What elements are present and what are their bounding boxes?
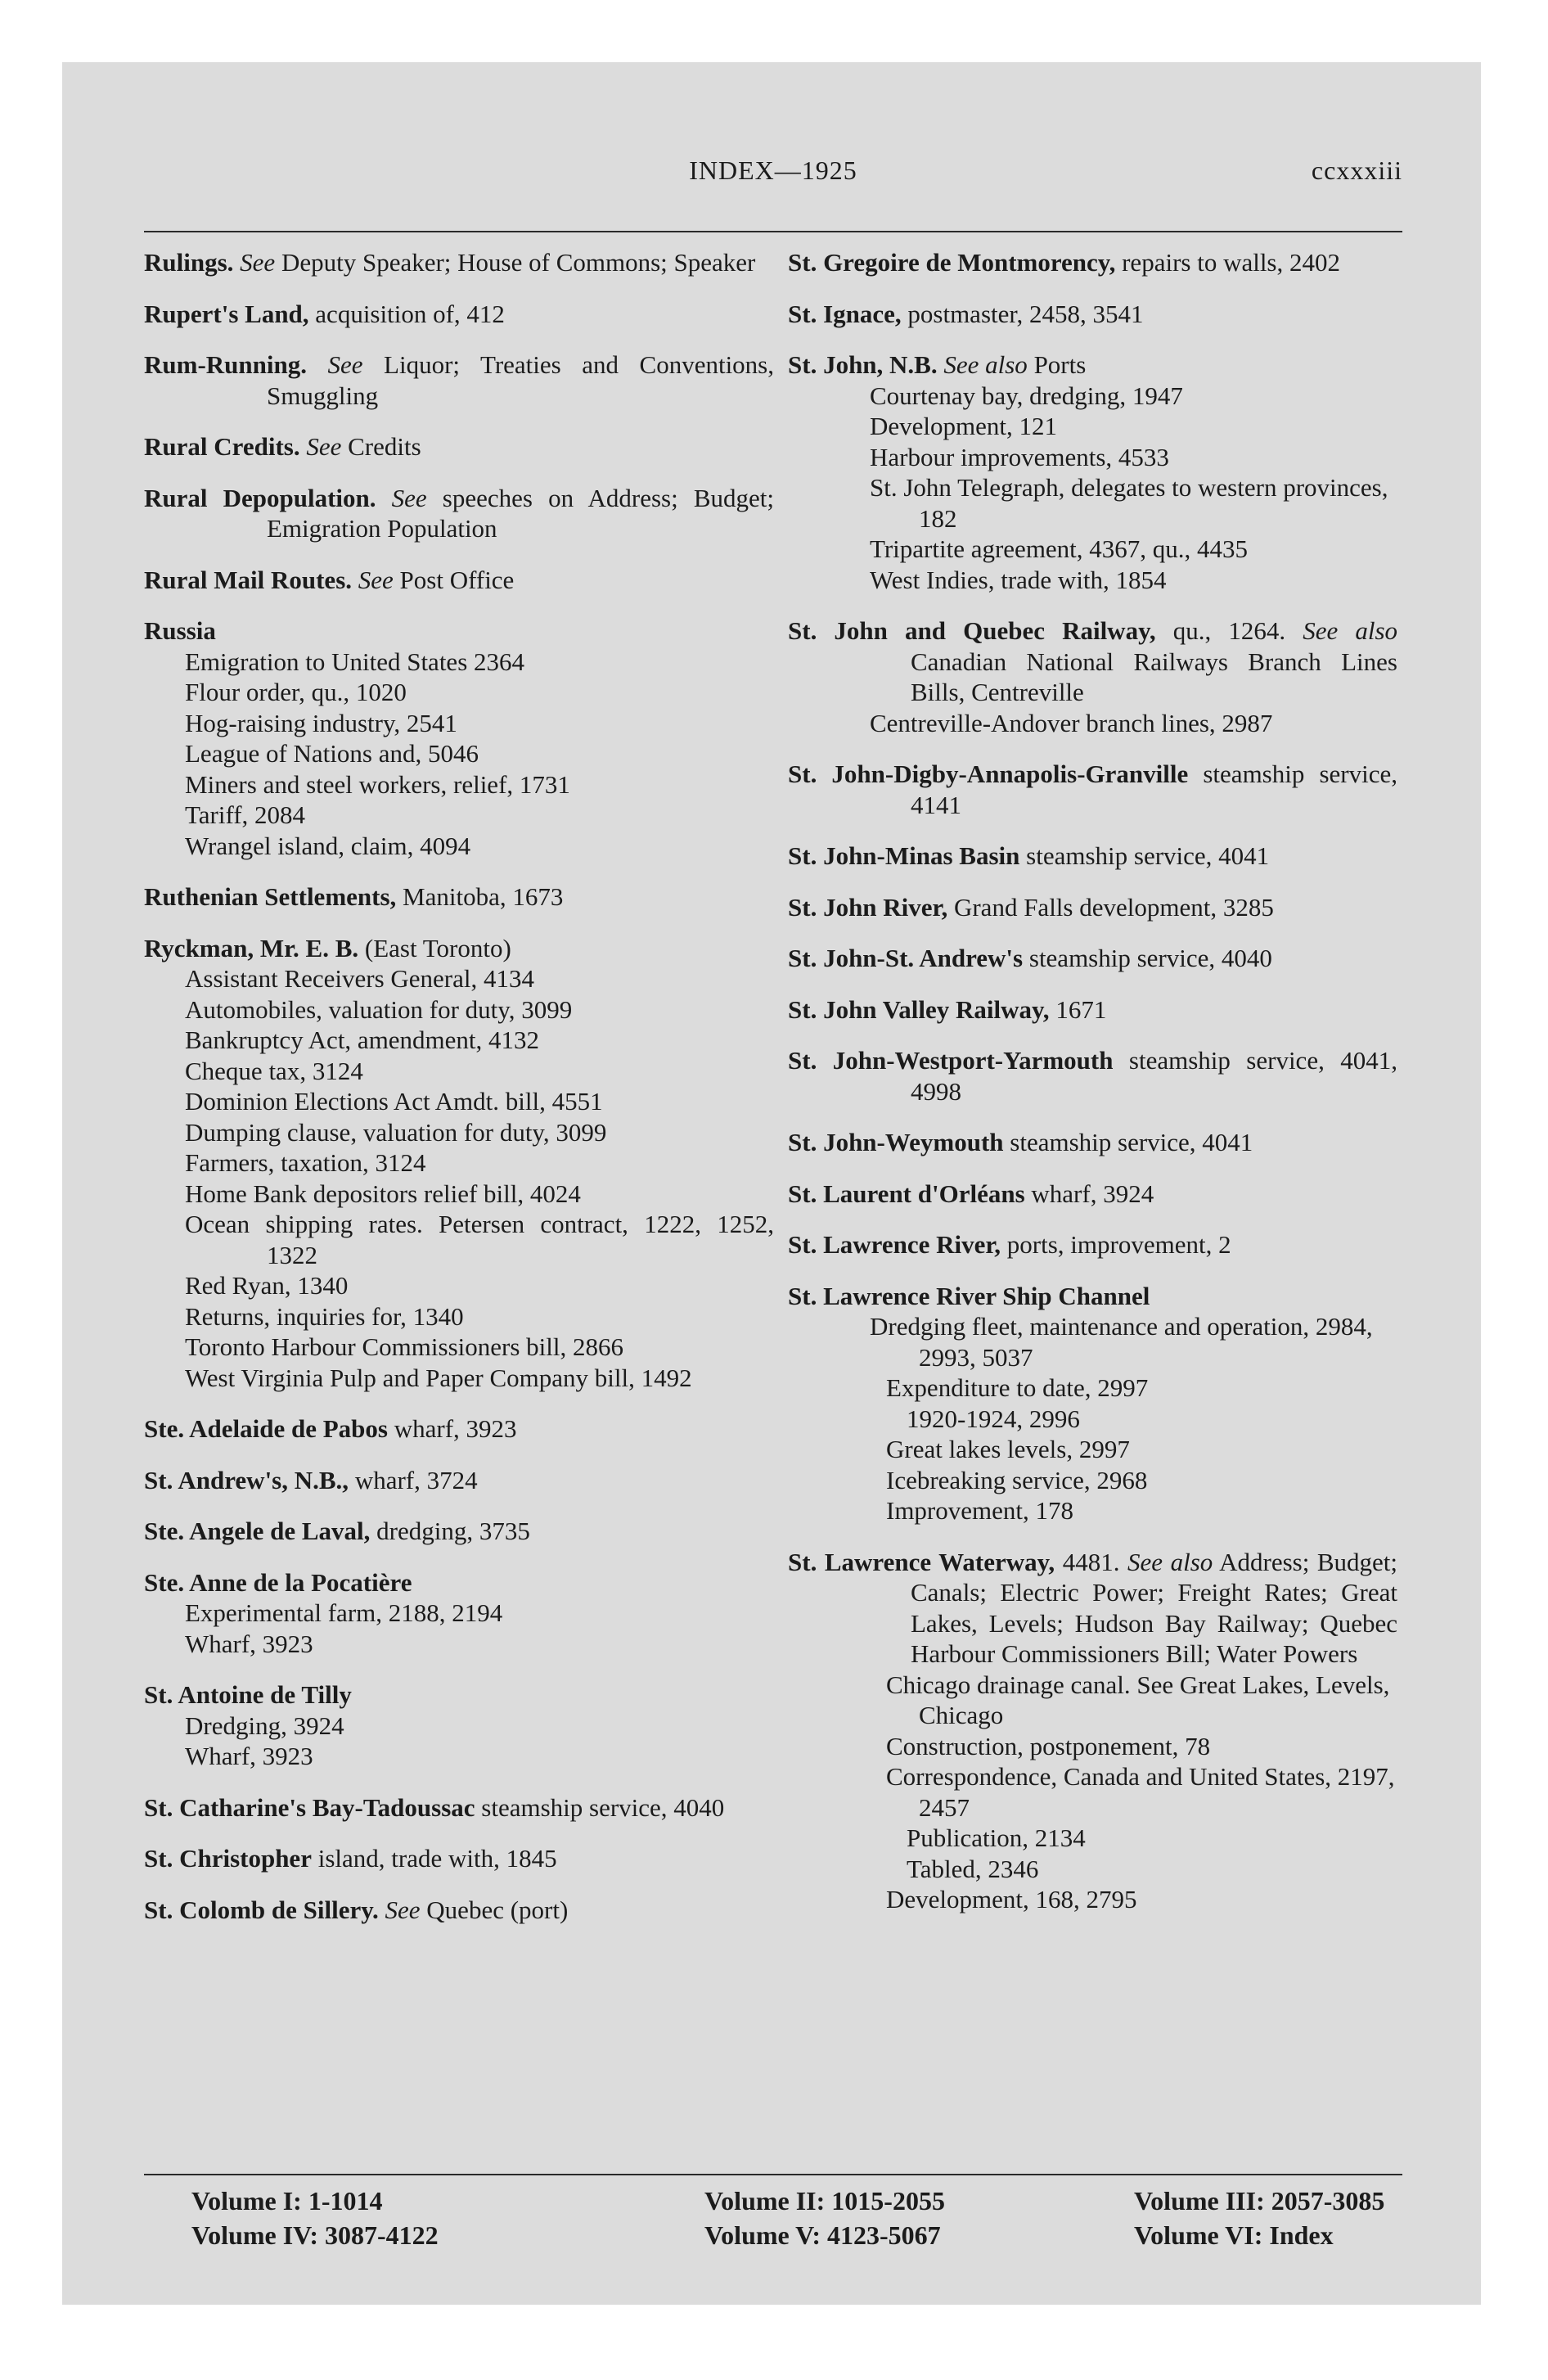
header-rule xyxy=(144,231,1402,232)
entry-headword: St. Colomb de Sillery. xyxy=(144,1895,379,1924)
entry-headword: St. Christopher xyxy=(144,1844,312,1873)
subentry: Centreville-Andover branch lines, 2987 xyxy=(870,708,1273,737)
subentry: Dumping clause, valuation for duty, 3099 xyxy=(185,1117,607,1147)
subentry: Harbour improvements, 4533 xyxy=(870,442,1169,471)
subentry: Tabled, 2346 xyxy=(907,1854,1039,1883)
entry-headword: St. Antoine de Tilly xyxy=(144,1680,352,1709)
index-entry xyxy=(788,994,1397,1025)
subentry: Emigration to United States 2364 xyxy=(185,647,525,676)
entry-text: Post Office xyxy=(393,565,515,594)
subentry: Improvement, 178 xyxy=(886,1496,1074,1525)
subentry: League of Nations and, 5046 xyxy=(185,739,479,768)
entry-text: steamship service, 4041 xyxy=(1019,841,1270,870)
entry-text: Grand Falls development, 3285 xyxy=(947,892,1274,922)
right-column xyxy=(788,247,1397,1936)
see-reference: See also xyxy=(1127,1547,1213,1576)
volume-range: Volume IV: 3087-4122 xyxy=(191,2220,439,2250)
entry-text: wharf, 3924 xyxy=(1024,1179,1154,1208)
entry-text: steamship service, 4141 xyxy=(911,760,1398,819)
entry-text: Ports xyxy=(1027,350,1087,379)
entry-headword: Rural Mail Routes. xyxy=(144,565,353,594)
see-reference: See xyxy=(385,1895,421,1924)
subentry: Development, 168, 2795 xyxy=(886,1885,1137,1913)
index-entry xyxy=(788,247,1397,278)
index-entry xyxy=(144,1516,774,1547)
entry-text: postmaster, 2458, 3541 xyxy=(901,299,1144,328)
footer-rule xyxy=(144,2174,1402,2175)
see-reference: See xyxy=(240,248,276,277)
subentry: Wharf, 3923 xyxy=(185,1629,313,1658)
index-entry xyxy=(788,1127,1397,1158)
entry-text: steamship service, 4041 xyxy=(1003,1128,1253,1156)
entry-headword: St. John Valley Railway, xyxy=(788,994,1050,1024)
subentry: Bankruptcy Act, amendment, 4132 xyxy=(185,1025,540,1054)
entry-headword: Ryckman, Mr. E. B. xyxy=(144,933,359,962)
entry-headword: Russia xyxy=(144,616,216,645)
subentry: Farmers, taxation, 3124 xyxy=(185,1148,426,1177)
index-entry xyxy=(788,299,1397,330)
entry-headword: St. John River, xyxy=(788,892,948,922)
subentry: Great lakes levels, 2997 xyxy=(886,1435,1130,1463)
volume-range: Volume VI: Index xyxy=(1134,2220,1334,2250)
entry-text: steamship service, 4040 xyxy=(475,1792,725,1822)
subentry: Expenditure to date, 2997 xyxy=(886,1373,1149,1402)
entry-headword: Rum-Running. xyxy=(144,350,307,379)
subentry: Tripartite agreement, 4367, qu., 4435 xyxy=(870,534,1249,563)
index-entry xyxy=(788,1547,1397,1915)
entry-headword: St. Laurent d'Orléans xyxy=(788,1179,1025,1208)
subentry: Hog-raising industry, 2541 xyxy=(185,708,457,737)
entry-text: 4481. xyxy=(1055,1547,1128,1576)
index-entry xyxy=(788,1229,1397,1260)
subentry: Flour order, qu., 1020 xyxy=(185,678,407,706)
entry-text: Address; Budget; Canals; Electric Power; Freight Rates; Great Lakes, Levels; Hudson Bay Railway; Quebec Harbour Commissioners Bill; Water Powers xyxy=(911,1547,1398,1668)
index-entry xyxy=(788,841,1397,872)
subentry: Wrangel island, claim, 4094 xyxy=(185,831,471,860)
subentry: Dredging fleet, maintenance and operation, 2984, 2993, 5037 xyxy=(870,1312,1373,1372)
entry-headword: St. John-Minas Basin xyxy=(788,841,1020,870)
entry-headword: Ste. Anne de la Pocatière xyxy=(144,1567,412,1597)
entry-headword: St. John-Digby-Annapolis-Granville xyxy=(788,760,1189,788)
entry-headword: St. Lawrence River Ship Channel xyxy=(788,1281,1150,1310)
entry-headword: St. John, N.B. xyxy=(788,350,938,379)
entry-headword: Rural Depopulation. xyxy=(144,483,376,512)
entry-headword: Rural Credits. xyxy=(144,432,300,461)
entry-text: 1671 xyxy=(1049,994,1107,1024)
entry-text: Quebec (port) xyxy=(420,1895,569,1924)
index-page xyxy=(62,62,1481,2305)
entry-headword: St. John-Westport-Yarmouth xyxy=(788,1046,1114,1075)
entry-text: dredging, 3735 xyxy=(370,1517,530,1545)
subentry: West Virginia Pulp and Paper Company bill, 1492 xyxy=(185,1363,692,1392)
volume-range: Volume II: 1015-2055 xyxy=(704,2186,945,2215)
see-reference: See xyxy=(358,565,394,594)
index-entry xyxy=(144,565,774,596)
entry-text: island, trade with, 1845 xyxy=(311,1844,557,1873)
subentry: Toronto Harbour Commissioners bill, 2866 xyxy=(185,1332,623,1361)
page-number: ccxxxiii xyxy=(1311,156,1402,185)
index-entry xyxy=(788,1045,1397,1107)
subentry: Construction, postponement, 78 xyxy=(886,1731,1211,1760)
index-entry xyxy=(144,881,774,913)
entry-headword: Rupert's Land, xyxy=(144,299,309,328)
subentry: Courtenay bay, dredging, 1947 xyxy=(870,381,1183,410)
index-entry xyxy=(788,892,1397,923)
index-entry xyxy=(144,483,774,544)
entry-headword: St. Catharine's Bay-Tadoussac xyxy=(144,1792,475,1822)
entry-text: repairs to walls, 2402 xyxy=(1115,248,1340,277)
index-entry xyxy=(144,933,774,1394)
entry-headword: St. Lawrence River, xyxy=(788,1230,1001,1259)
entry-text: steamship service, 4040 xyxy=(1023,944,1272,972)
index-entry xyxy=(144,1843,774,1874)
entry-text: Canadian National Railways Branch Lines Bills, Centreville xyxy=(911,647,1397,706)
subentry: Dredging, 3924 xyxy=(185,1711,344,1740)
subentry: Ocean shipping rates. Petersen contract, 1222, 1252, 1322 xyxy=(185,1210,774,1269)
subentry: Assistant Receivers General, 4134 xyxy=(185,964,534,993)
subentry: Experimental farm, 2188, 2194 xyxy=(185,1598,503,1627)
entry-headword: St. Lawrence Waterway, xyxy=(788,1547,1055,1576)
page-header xyxy=(144,156,1402,192)
index-entry xyxy=(144,1413,774,1445)
subentry: West Indies, trade with, 1854 xyxy=(870,565,1167,594)
see-reference: See xyxy=(391,483,427,512)
entry-text: Liquor; Treaties and Conventions, Smuggling xyxy=(267,350,774,410)
see-reference: See xyxy=(306,432,342,461)
see-reference: See xyxy=(327,350,363,379)
entry-text: wharf, 3923 xyxy=(387,1414,517,1443)
index-entry xyxy=(788,349,1397,595)
entry-text: speeches on Address; Budget; Emigration Population xyxy=(267,483,774,543)
entry-text: acquisition of, 412 xyxy=(308,299,505,328)
index-entry xyxy=(788,943,1397,974)
index-entry xyxy=(788,1281,1397,1526)
subentry: Development, 121 xyxy=(870,412,1058,440)
entry-headword: St. Ignace, xyxy=(788,299,902,328)
see-reference: See also xyxy=(1303,616,1398,645)
subentry: Chicago drainage canal. See Great Lakes, Levels, Chicago xyxy=(886,1670,1390,1729)
entry-headword: Ste. Angele de Laval, xyxy=(144,1517,371,1545)
subentry: St. John Telegraph, delegates to western provinces, 182 xyxy=(870,473,1388,533)
entry-text: qu., 1264. xyxy=(1155,616,1286,645)
entry-text: Deputy Speaker; House of Commons; Speaker xyxy=(275,248,756,277)
subentry: Correspondence, Canada and United States, 2197, 2457 xyxy=(886,1762,1395,1822)
subentry: Publication, 2134 xyxy=(907,1823,1086,1852)
subentry: Dominion Elections Act Amdt. bill, 4551 xyxy=(185,1087,603,1116)
subentry: Cheque tax, 3124 xyxy=(185,1056,363,1085)
entry-headword: St. John-Weymouth xyxy=(788,1128,1004,1156)
subentry: Red Ryan, 1340 xyxy=(185,1271,349,1300)
scanned-page xyxy=(62,62,1481,2305)
volume-range: Volume I: 1-1014 xyxy=(191,2186,383,2215)
see-reference: See also xyxy=(943,350,1028,379)
index-entry xyxy=(144,1792,774,1823)
entry-headword: St. John-St. Andrew's xyxy=(788,944,1024,972)
subentry: Icebreaking service, 2968 xyxy=(886,1465,1148,1494)
index-entry xyxy=(144,247,774,278)
entry-headword: St. Andrew's, N.B., xyxy=(144,1465,349,1494)
entry-text: (East Toronto) xyxy=(358,933,511,962)
entry-headword: Rulings. xyxy=(144,248,234,277)
index-entry xyxy=(788,759,1397,820)
entry-text: wharf, 3724 xyxy=(349,1465,478,1494)
entry-headword: St. John and Quebec Railway, xyxy=(788,616,1156,645)
subentry: Miners and steel workers, relief, 1731 xyxy=(185,769,570,799)
index-entry xyxy=(144,1567,774,1660)
entry-text: ports, improvement, 2 xyxy=(1001,1230,1231,1259)
entry-text: steamship service, 4041, 4998 xyxy=(911,1046,1397,1106)
index-entry xyxy=(144,431,774,462)
entry-headword: Ste. Adelaide de Pabos xyxy=(144,1414,388,1443)
entry-text: Manitoba, 1673 xyxy=(396,882,564,911)
index-entry xyxy=(788,1179,1397,1210)
index-entry xyxy=(144,1679,774,1772)
index-entry xyxy=(144,299,774,330)
entry-headword: St. Gregoire de Montmorency, xyxy=(788,248,1116,277)
subentry: Wharf, 3923 xyxy=(185,1742,313,1770)
index-entry xyxy=(144,615,774,861)
entry-text: Credits xyxy=(341,432,421,461)
index-entry xyxy=(144,1895,774,1926)
volume-range: Volume III: 2057-3085 xyxy=(1134,2186,1385,2215)
subentry: Tariff, 2084 xyxy=(185,800,306,829)
entry-headword: Ruthenian Settlements, xyxy=(144,882,397,911)
index-entry xyxy=(788,615,1397,738)
subentry: Returns, inquiries for, 1340 xyxy=(185,1301,464,1331)
left-column xyxy=(144,247,774,1945)
subentry: Home Bank depositors relief bill, 4024 xyxy=(185,1179,581,1208)
running-title: INDEX—1925 xyxy=(689,156,857,185)
subentry: Automobiles, valuation for duty, 3099 xyxy=(185,994,573,1024)
index-entry xyxy=(144,1465,774,1496)
subentry: 1920-1924, 2996 xyxy=(907,1404,1080,1433)
volume-range: Volume V: 4123-5067 xyxy=(704,2220,941,2250)
index-entry xyxy=(144,349,774,411)
